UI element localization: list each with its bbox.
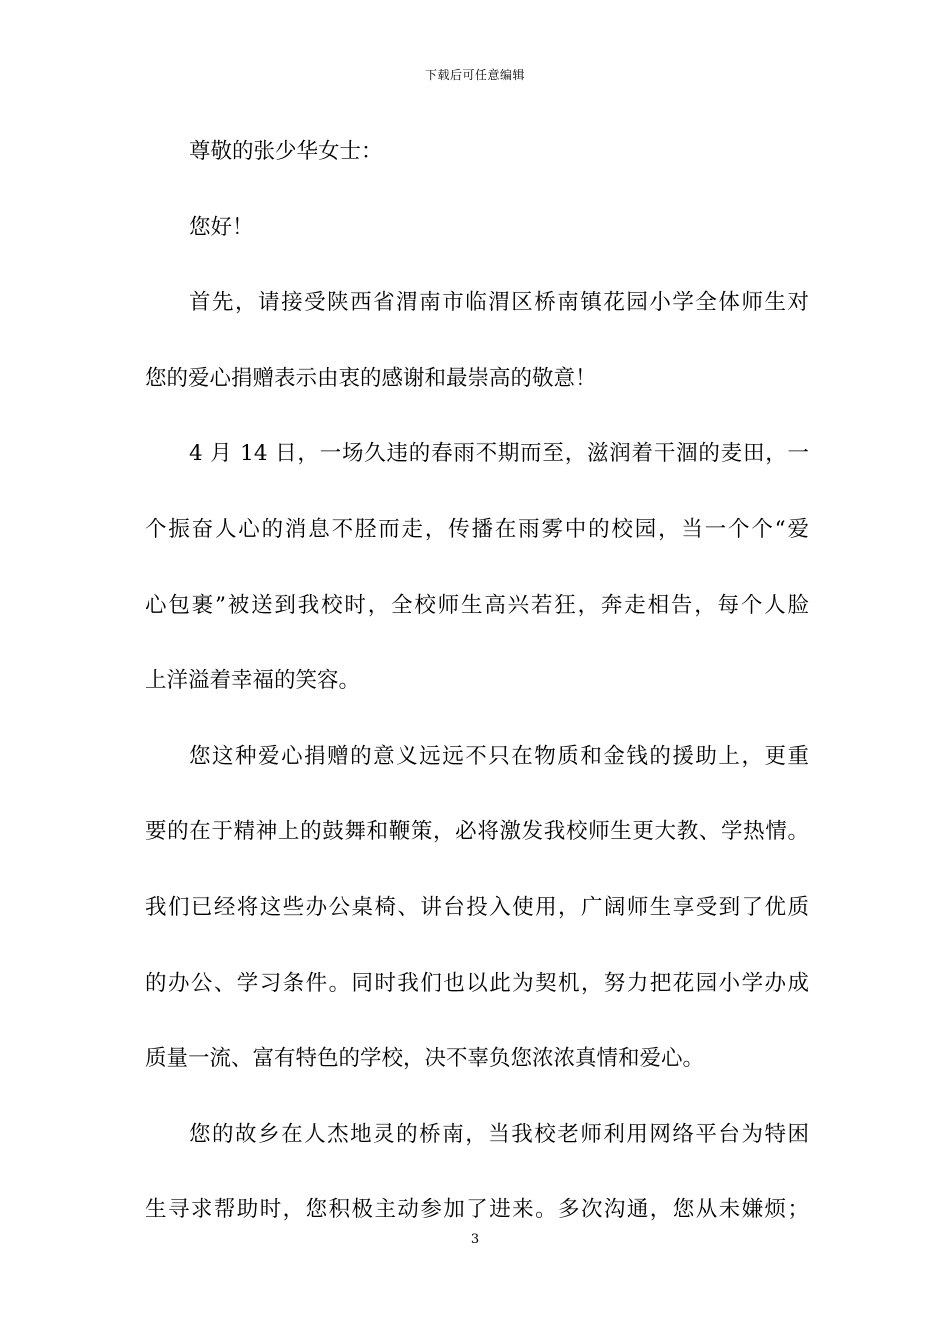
paragraph-line: 首先，请接受陕西省渭南市临渭区桥南镇花园小学全体师生对: [189, 290, 809, 316]
salutation: 尊敬的张少华女士：: [189, 139, 383, 164]
paragraph-line: 我们已经将这些办公桌椅、讲台投入使用，广阔师生享受到了优质: [145, 894, 809, 920]
paragraph-line: 要的在于精神上的鼓舞和鞭策，必将激发我校师生更大教、学热情。: [145, 819, 809, 845]
paragraph-line: 个振奋人心的消息不胫而走，传播在雨雾中的校园，当一个个“爱: [145, 516, 809, 542]
page-number: 3: [470, 1232, 480, 1247]
greeting: 您好！: [189, 214, 254, 240]
paragraph-line: 您的爱心捐赠表示由衷的感谢和最崇高的敬意！: [145, 365, 597, 391]
paragraph-line: 的办公、学习条件。同时我们也以此为契机，努力把花园小学办成: [145, 970, 809, 996]
paragraph-line: 您这种爱心捐赠的意义远远不只在物质和金钱的援助上，更重: [189, 743, 809, 769]
paragraph-line: 上洋溢着幸福的笑容。: [145, 668, 361, 694]
paragraph-line: 您的故乡在人杰地灵的桥南，当我校老师利用网络平台为特困: [189, 1121, 809, 1147]
paragraph-line: 质量一流、富有特色的学校，决不辜负您浓浓真情和爱心。: [145, 1046, 705, 1072]
paragraph-line: 心包裹”被送到我校时，全校师生高兴若狂，奔走相告，每个人脸: [145, 592, 809, 618]
paragraph-line: 4 月 14 日，一场久违的春雨不期而至，滋润着干涸的麦田，一: [189, 441, 809, 467]
paragraph-line: 生寻求帮助时，您积极主动参加了进来。多次沟通，您从未嫌烦；: [145, 1197, 809, 1223]
letter-body: [145, 124, 809, 1258]
page-header: 下载后可任意编辑: [424, 68, 525, 82]
